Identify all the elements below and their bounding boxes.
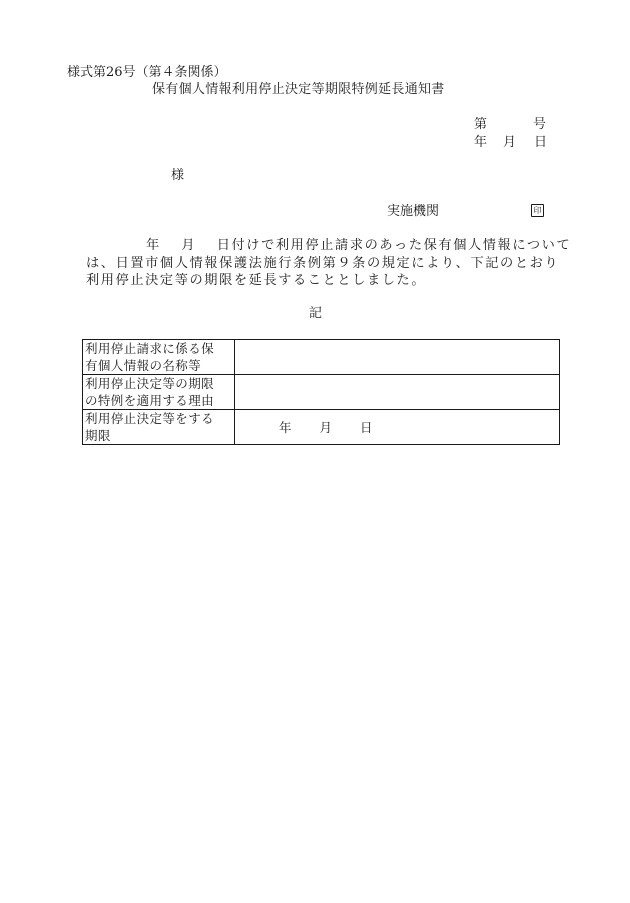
form-number: 様式第26号（第４条関係） xyxy=(67,65,227,80)
document-title: 保有個人情報利用停止決定等期限特例延長通知書 xyxy=(152,82,445,97)
date-day-label: 日 xyxy=(534,135,548,150)
row-label-information-name xyxy=(83,340,235,375)
label-line: 期限 xyxy=(85,428,111,443)
table-row xyxy=(83,375,560,410)
deadline-date-parts xyxy=(237,419,557,436)
deadline-month-label: 月 xyxy=(319,419,332,435)
label-line: の特例を適用する理由 xyxy=(85,393,215,408)
table-row xyxy=(83,410,560,445)
reference-number-suffix: 号 xyxy=(533,117,547,132)
notice-heading: 記 xyxy=(309,306,323,321)
row-label-deadline xyxy=(83,410,235,445)
agency-label: 実施機関 xyxy=(387,204,440,219)
label-line: 利用停止請求に係る保 xyxy=(85,341,215,356)
label-line: 利用停止決定等の期限 xyxy=(85,376,215,391)
date-month-label: 月 xyxy=(503,135,517,150)
seal-icon: 印 xyxy=(531,204,544,217)
table-row xyxy=(83,340,560,375)
value-deadline-date[interactable] xyxy=(235,410,560,445)
date-year-label: 年 xyxy=(474,135,488,150)
value-extension-reason[interactable] xyxy=(235,375,560,410)
body-paragraph xyxy=(86,237,572,290)
body-line-1: 年 月 日付けで利用停止請求のあった保有個人情報について xyxy=(146,238,572,253)
deadline-year-label: 年 xyxy=(279,419,292,435)
body-line-2: は、日置市個人情報保護法施行条例第９条の規定により、下記のとおり xyxy=(86,255,560,271)
label-line: 有個人情報の名称等 xyxy=(85,358,202,373)
row-label-extension-reason xyxy=(83,375,235,410)
body-line-3: 利用停止決定等の期限を延長することとしました。 xyxy=(86,273,427,288)
value-information-name[interactable] xyxy=(235,340,560,375)
label-line: 利用停止決定等をする xyxy=(85,411,215,426)
detail-table xyxy=(82,339,560,445)
reference-number-prefix: 第 xyxy=(474,117,488,132)
addressee-honorific: 様 xyxy=(171,168,185,183)
deadline-day-label: 日 xyxy=(359,419,373,435)
